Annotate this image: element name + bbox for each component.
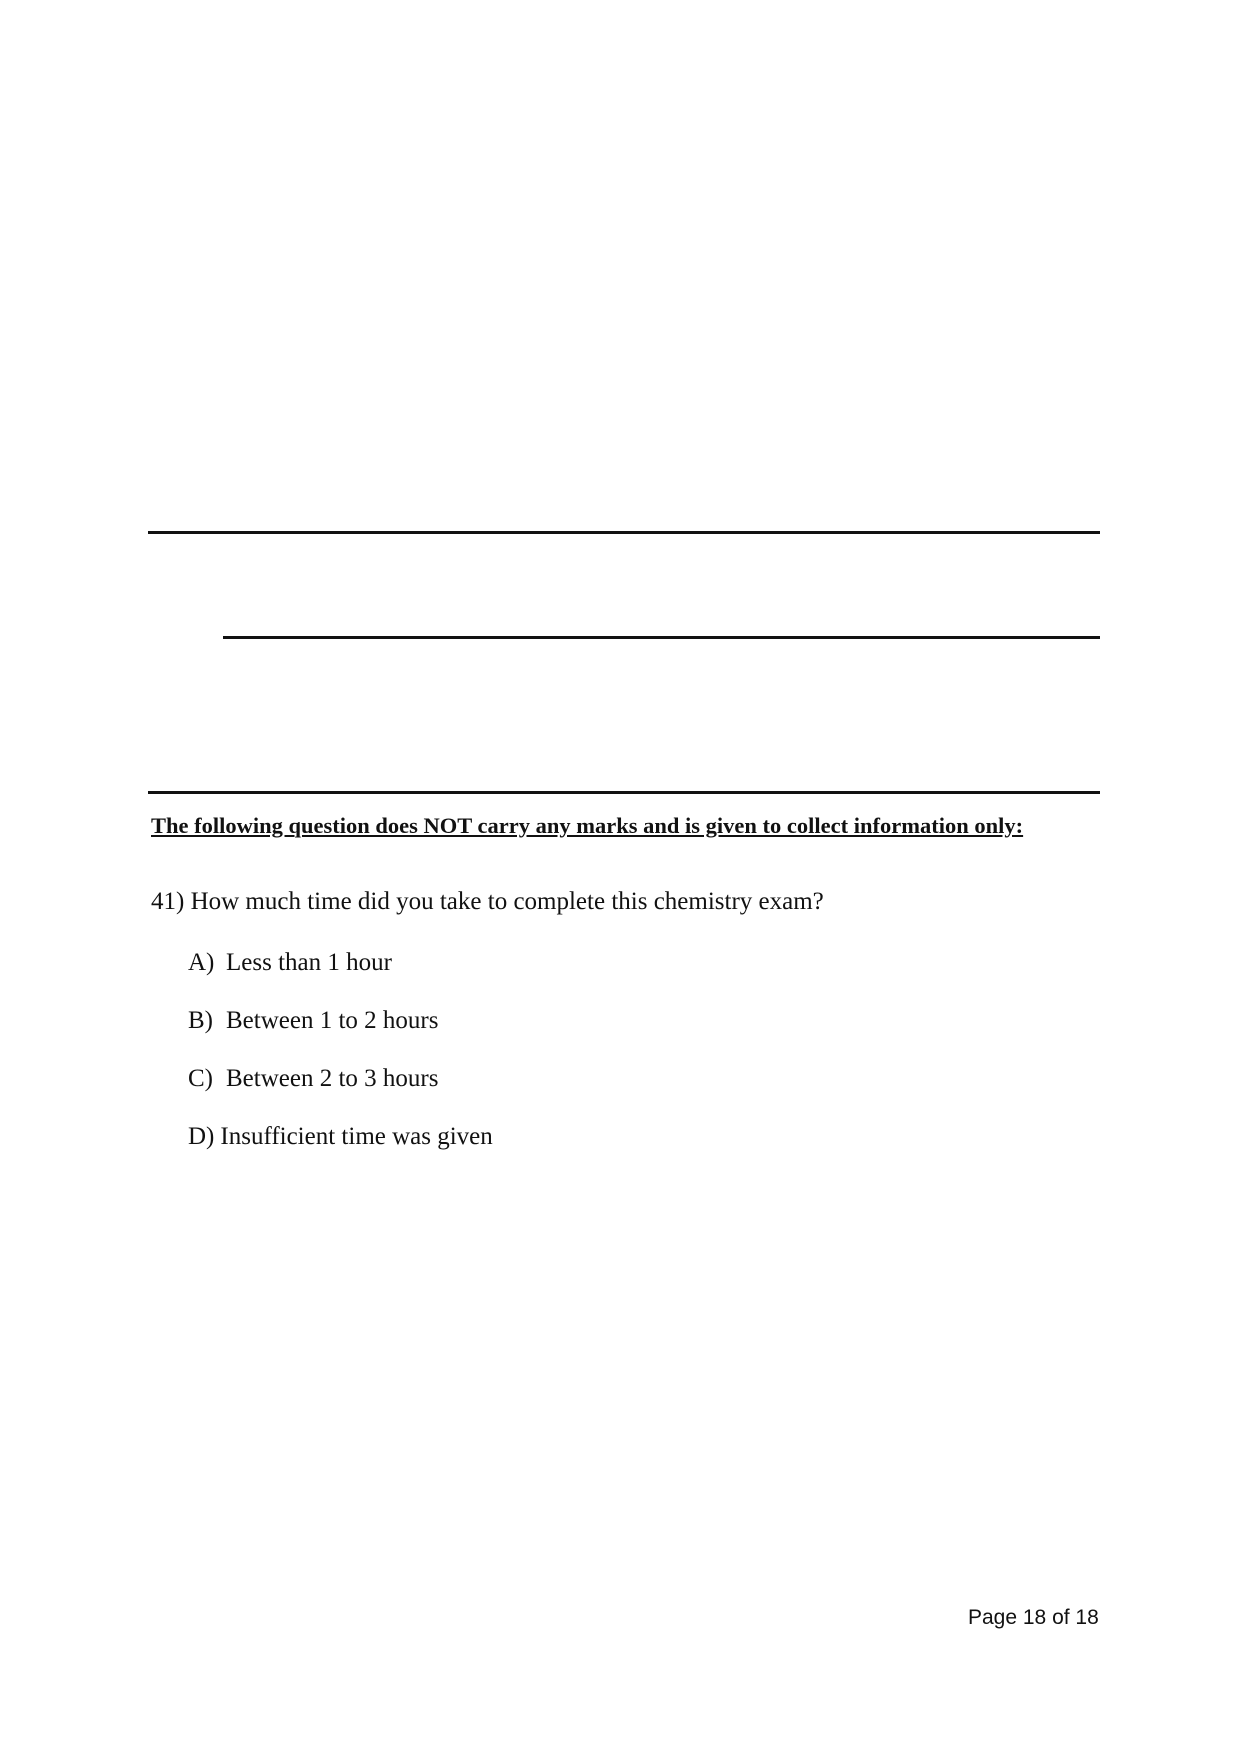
option-letter: C): [188, 1065, 213, 1092]
option-letter: D): [188, 1123, 215, 1150]
option-letter: A): [188, 949, 215, 976]
answer-options: [188, 948, 493, 1180]
question-text: How much time did you take to complete this chemistry exam?: [190, 888, 824, 915]
option-text: Insufficient time was given: [220, 1123, 493, 1150]
option-text: Between 1 to 2 hours: [226, 1007, 439, 1034]
option-text: Less than 1 hour: [226, 949, 392, 976]
answer-line-1: [148, 531, 1100, 534]
section-divider: [148, 791, 1100, 794]
option-c[interactable]: [188, 1064, 493, 1122]
information-notice: The following question does NOT carry any marks and is given to collect information only:: [151, 813, 1024, 838]
option-letter: B): [188, 1007, 213, 1034]
option-text: Between 2 to 3 hours: [226, 1065, 439, 1092]
question-41: [151, 888, 824, 916]
option-a[interactable]: [188, 948, 493, 1006]
page-number: Page 18 of 18: [968, 1606, 1099, 1629]
question-number: 41): [151, 888, 185, 915]
option-d[interactable]: [188, 1122, 493, 1180]
option-b[interactable]: [188, 1006, 493, 1064]
answer-line-2: [223, 636, 1100, 639]
